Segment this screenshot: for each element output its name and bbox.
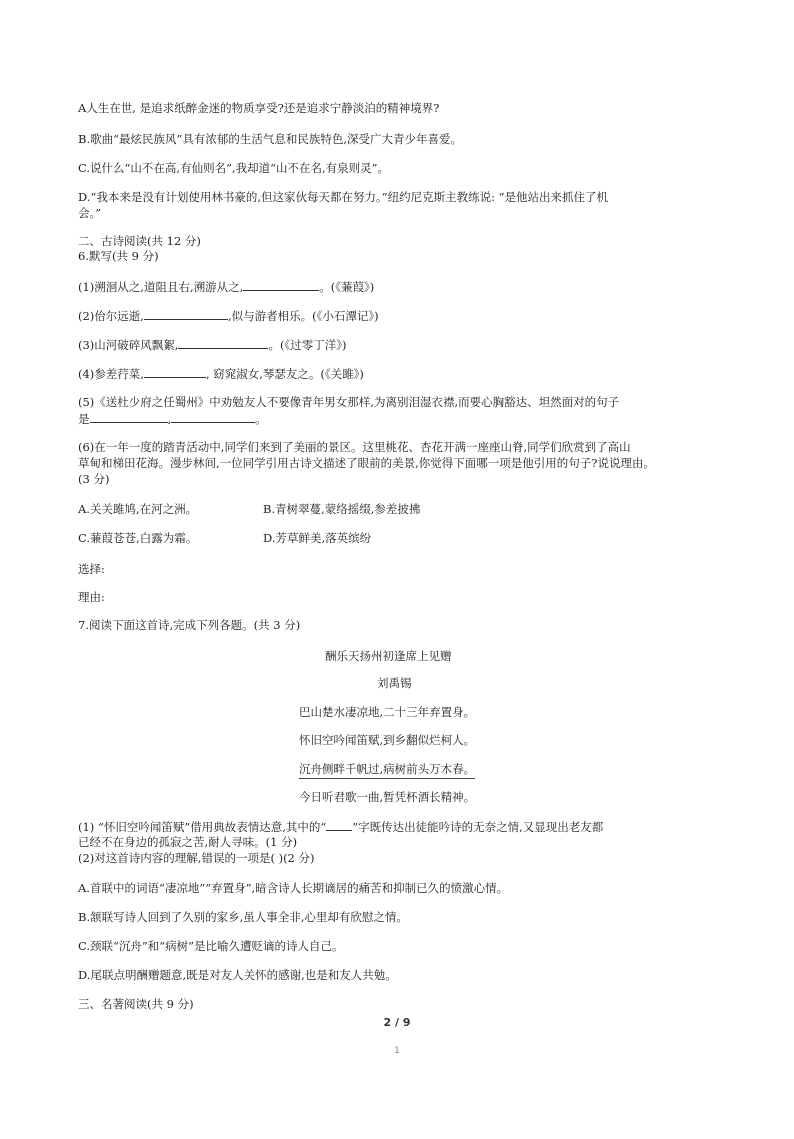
reason-label: 理由: (78, 590, 105, 604)
section2-title: 二、古诗阅读(共 12 分) (78, 234, 201, 248)
q6-option-a: A.关关雎鸠,在河之洲。 (78, 502, 198, 516)
q6-item-5-comma: , (167, 412, 172, 426)
q5-option-d-line2: 会。” (78, 206, 102, 220)
q6-heading: 6.默写(共 9 分) (78, 249, 159, 263)
q7-sub1-line1 (78, 818, 603, 835)
q5-option-b: B.歌曲“最炫民族风”具有浓郁的生活气息和民族特色,深受广大青少年喜爱。 (78, 132, 463, 146)
q6-option-b: B.青树翠蔓,蒙络摇缀,参差披拂 (263, 502, 421, 516)
section3-title: 三、名著阅读(共 9 分) (78, 997, 194, 1011)
q6-item-3-text: (3)山河破碎风飘絮, (78, 338, 179, 352)
poem-line-1: 巴山楚水凄凉地,二十三年弃置身。 (299, 705, 476, 719)
q7-sub2: (2)对这首诗内容的理解,错误的一项是( )(2 分) (78, 851, 315, 865)
q6-option-c: C.蒹葭苍苍,白露为霜。 (78, 531, 198, 545)
q7-option-d: D.尾联点明酬赠题意,既是对友人关怀的感谢,也是和友人共勉。 (78, 968, 397, 982)
q6-item-2-text: (2)佁尔远逝, (78, 309, 144, 323)
q7-option-c: C.颈联“沉舟”和“病树”是比喻久遭贬谪的诗人自己。 (78, 939, 344, 953)
q6-item-5-end: 。 (255, 412, 267, 426)
answer-blank[interactable] (144, 365, 206, 378)
q6-item-2-source: ,似与游者相乐。(《小石潭记》) (227, 309, 379, 323)
q5-option-a: A人生在世, 是追求纸醉金迷的物质享受?还是追求宁静淡泊的精神境界? (78, 101, 440, 115)
q6-item-1 (78, 278, 374, 295)
q7-sub1-text-cont: ”字既传达出徒能吟诗的无奈之情,又显现出老友都 (352, 820, 604, 834)
answer-blank[interactable] (90, 410, 168, 423)
answer-blank[interactable] (144, 307, 228, 320)
footer-sub-number: 1 (394, 1046, 400, 1056)
q6-item-3 (78, 336, 346, 353)
answer-blank[interactable] (326, 818, 352, 831)
choice-label: 选择: (78, 562, 105, 576)
poem-title: 酬乐天扬州初逢席上见赠 (325, 649, 452, 663)
q6-item-5-line1: (5)《送杜少府之任蜀州》中劝勉友人不要像青年男女那样,为离别泪湿衣襟,而要心胸豁达、坦然面对的句子 (78, 395, 620, 409)
q6-item-4-text: (4)参差荇菜, (78, 367, 144, 381)
poem-author: 刘禹锡 (377, 676, 412, 690)
q6-item-5-line2 (78, 410, 267, 427)
q6-item-1-text: (1)溯洄从之,道阻且右,溯游从之, (78, 280, 244, 294)
q5-option-d-line1: D.“我本来是没有计划使用林书豪的,但这家伙每天都在努力。”纽约尼克斯主教练说: “是他站出来抓住了机 (78, 190, 609, 204)
poem-line-4: 今日听君歌一曲,暂凭杯酒长精神。 (299, 790, 476, 804)
answer-blank[interactable] (243, 278, 319, 291)
q6-item-4 (78, 365, 364, 382)
q5-option-c: C.说什么“山不在高,有仙则名”,我却道“山不在名,有泉则灵”。 (78, 161, 390, 175)
poem-line-3: 沉舟侧畔千帆过,病树前头万木春。 (299, 761, 475, 779)
q6-item-6-line2: 草甸和梯田花海。漫步林间,一位同学引用古诗文描述了眼前的美景,你觉得下面哪一项是他引用的句子?说说理由。 (78, 456, 655, 470)
q6-item-2 (78, 307, 379, 324)
q6-item-5-prefix: 是 (78, 412, 90, 426)
q6-item-6-line3: (3 分) (78, 472, 110, 486)
q7-option-b: B.颔联写诗人回到了久别的家乡,虽人事全非,心里却有欣慰之情。 (78, 910, 408, 924)
q6-item-1-source: 。(《蒹葭》) (319, 280, 375, 294)
answer-blank[interactable] (178, 336, 268, 349)
answer-blank[interactable] (171, 410, 255, 423)
poem-line-2: 怀旧空吟闻笛赋,到乡翻似烂柯人。 (299, 733, 476, 747)
q7-sub1-line2: 已经不在身边的孤寂之苦,耐人寻味。(1 分) (78, 835, 298, 849)
q7-intro: 7.阅读下面这首诗,完成下列各题。(共 3 分) (78, 618, 301, 632)
q6-item-3-source: 。(《过零丁洋》) (268, 338, 347, 352)
q7-sub1-text: (1) “怀旧空吟闻笛赋”借用典故表情达意,其中的“ (78, 820, 327, 834)
q6-option-d: D.芳草鲜美,落英缤纷 (263, 531, 372, 545)
q6-item-4-source: , 窈窕淑女,琴瑟友之。(《关雎》) (205, 367, 364, 381)
q6-item-6-line1: (6)在一年一度的踏青活动中,同学们来到了美丽的景区。这里桃花、杏花开满一座座山脊,同学们欣赏到了高山 (78, 440, 631, 454)
q7-option-a: A.首联中的词语“凄凉地”“弃置身”,暗含诗人长期谪居的痛苦和抑制已久的愤激心情。 (78, 881, 509, 895)
page-number: 2 / 9 (383, 1016, 411, 1029)
